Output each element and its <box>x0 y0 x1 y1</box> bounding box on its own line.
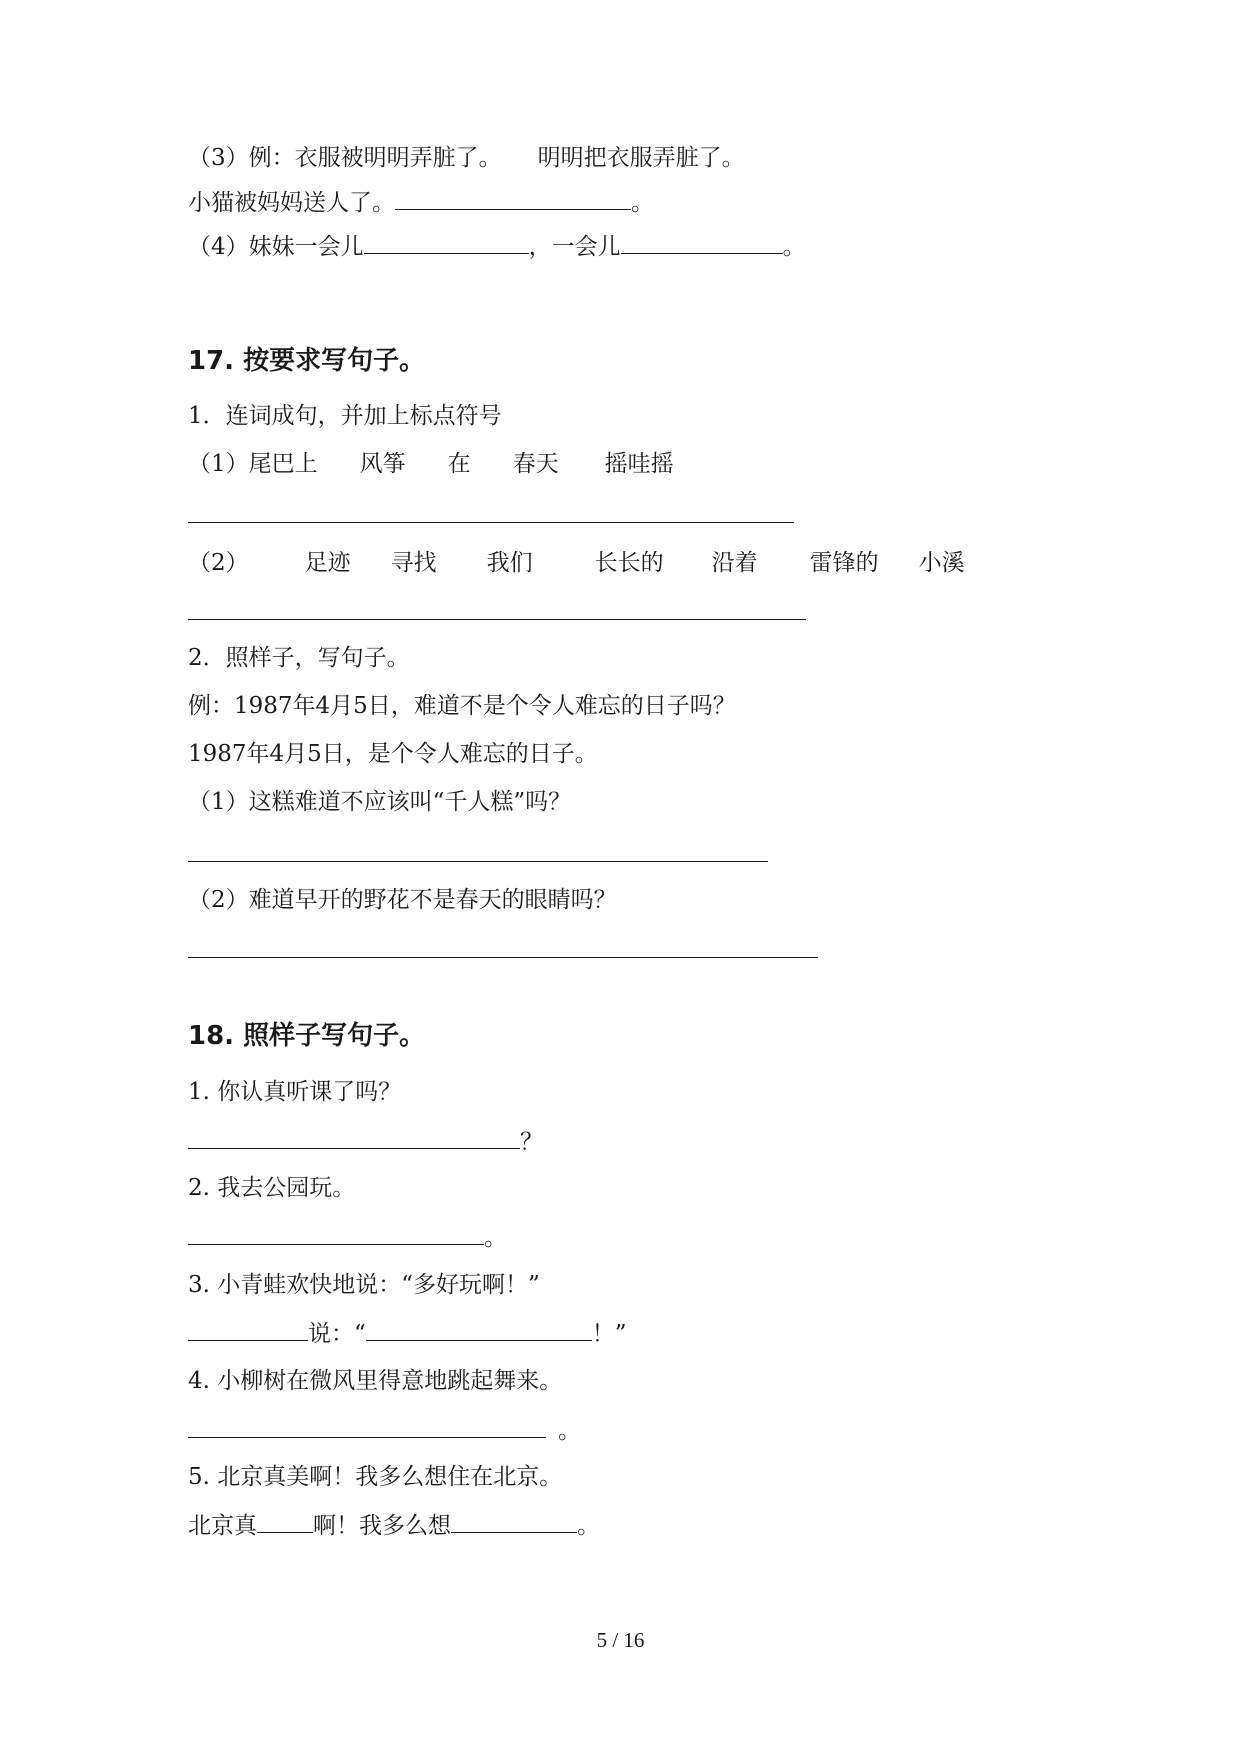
word: 雷锋的 <box>809 550 879 576</box>
q17-item2-row <box>188 548 965 578</box>
q17-item1-row <box>188 449 674 479</box>
answer-line[interactable] <box>188 619 806 620</box>
word: 我们 <box>486 550 533 576</box>
q18-item3-mid: 说：“ <box>308 1321 366 1347</box>
answer-blank[interactable] <box>364 231 529 254</box>
answer-blank[interactable] <box>188 1415 546 1438</box>
q18-item3: 3. 小青蛙欢快地说：“多好玩啊！” <box>188 1272 540 1298</box>
q17-sub1: 1．连词成句，并加上标点符号 <box>188 403 502 429</box>
q16-item4-row <box>188 231 806 261</box>
q17-title: 17. 按要求写句子。 <box>188 346 426 376</box>
word: 沿着 <box>711 550 758 576</box>
q16-item3-example: （3）例：衣服被明明弄脏了。 <box>188 145 502 171</box>
answer-blank[interactable] <box>257 1510 313 1533</box>
q17-example-a: 1987年4月5日，是个令人难忘的日子。 <box>188 741 598 767</box>
q18-item5-start: 北京真 <box>188 1513 257 1539</box>
word: 小溪 <box>918 550 965 576</box>
q16-item3-example-answer: 明明把衣服弄脏了。 <box>537 145 745 171</box>
answer-blank[interactable] <box>395 187 631 210</box>
item-label: （1） <box>188 451 249 477</box>
word: 尾巴上 <box>248 451 318 477</box>
q16-item4-mid: ，一会儿 <box>528 234 621 260</box>
q17-example-q: 例：1987年4月5日，难道不是个令人难忘的日子吗？ <box>188 693 736 719</box>
q18-item5: 5. 北京真美啊！我多么想住在北京。 <box>188 1464 563 1490</box>
punctuation: ？ <box>520 1129 543 1155</box>
q17-task1: （1）这糕难道不应该叫“千人糕”吗？ <box>188 789 572 815</box>
q16-item3-task-row <box>188 187 654 217</box>
punctuation: 。 <box>782 234 806 260</box>
punctuation: 。 <box>558 1418 581 1444</box>
q17-task2: （2）难道早开的野花不是春天的眼睛吗？ <box>188 887 617 913</box>
answer-line[interactable] <box>188 522 794 523</box>
item-label: （2） <box>188 550 249 576</box>
q16-item3-example-row <box>188 143 745 173</box>
q18-title: 18. 照样子写句子。 <box>188 1021 426 1051</box>
q17-sub2: 2．照样子，写句子。 <box>188 645 410 671</box>
punctuation: 。 <box>577 1513 600 1539</box>
punctuation: 。 <box>631 190 654 216</box>
answer-blank[interactable] <box>188 1318 308 1341</box>
word: 风筝 <box>359 451 406 477</box>
q18-item3-answer-row <box>188 1318 627 1348</box>
word: 在 <box>447 451 471 477</box>
q18-item4: 4. 小柳树在微风里得意地跳起舞来。 <box>188 1368 563 1394</box>
punctuation: 。 <box>484 1225 507 1251</box>
q16-item3-task: 小猫被妈妈送人了。 <box>188 190 395 216</box>
q18-item4-answer-row <box>188 1415 581 1445</box>
answer-blank[interactable] <box>451 1510 577 1533</box>
q16-item4-start: （4）妹妹一会儿 <box>188 234 364 260</box>
word: 寻找 <box>390 550 437 576</box>
answer-line[interactable] <box>188 957 818 958</box>
answer-blank[interactable] <box>366 1318 592 1341</box>
page-number: 5 / 16 <box>596 1628 645 1652</box>
answer-blank[interactable] <box>188 1126 520 1149</box>
q18-item2: 2. 我去公园玩。 <box>188 1175 356 1201</box>
answer-blank[interactable] <box>188 1222 484 1245</box>
word: 长长的 <box>594 550 664 576</box>
word: 摇哇摇 <box>604 451 674 477</box>
word: 足迹 <box>304 550 351 576</box>
word: 春天 <box>512 451 559 477</box>
q18-item5-mid: 啊！我多么想 <box>313 1513 451 1539</box>
q18-item1: 1. 你认真听课了吗？ <box>188 1079 402 1105</box>
answer-blank[interactable] <box>621 231 783 254</box>
answer-line[interactable] <box>188 861 768 862</box>
q18-item2-answer-row <box>188 1222 507 1252</box>
punctuation: ！” <box>591 1321 627 1347</box>
q18-item1-answer-row <box>188 1126 543 1156</box>
q18-item5-answer-row <box>188 1510 600 1540</box>
